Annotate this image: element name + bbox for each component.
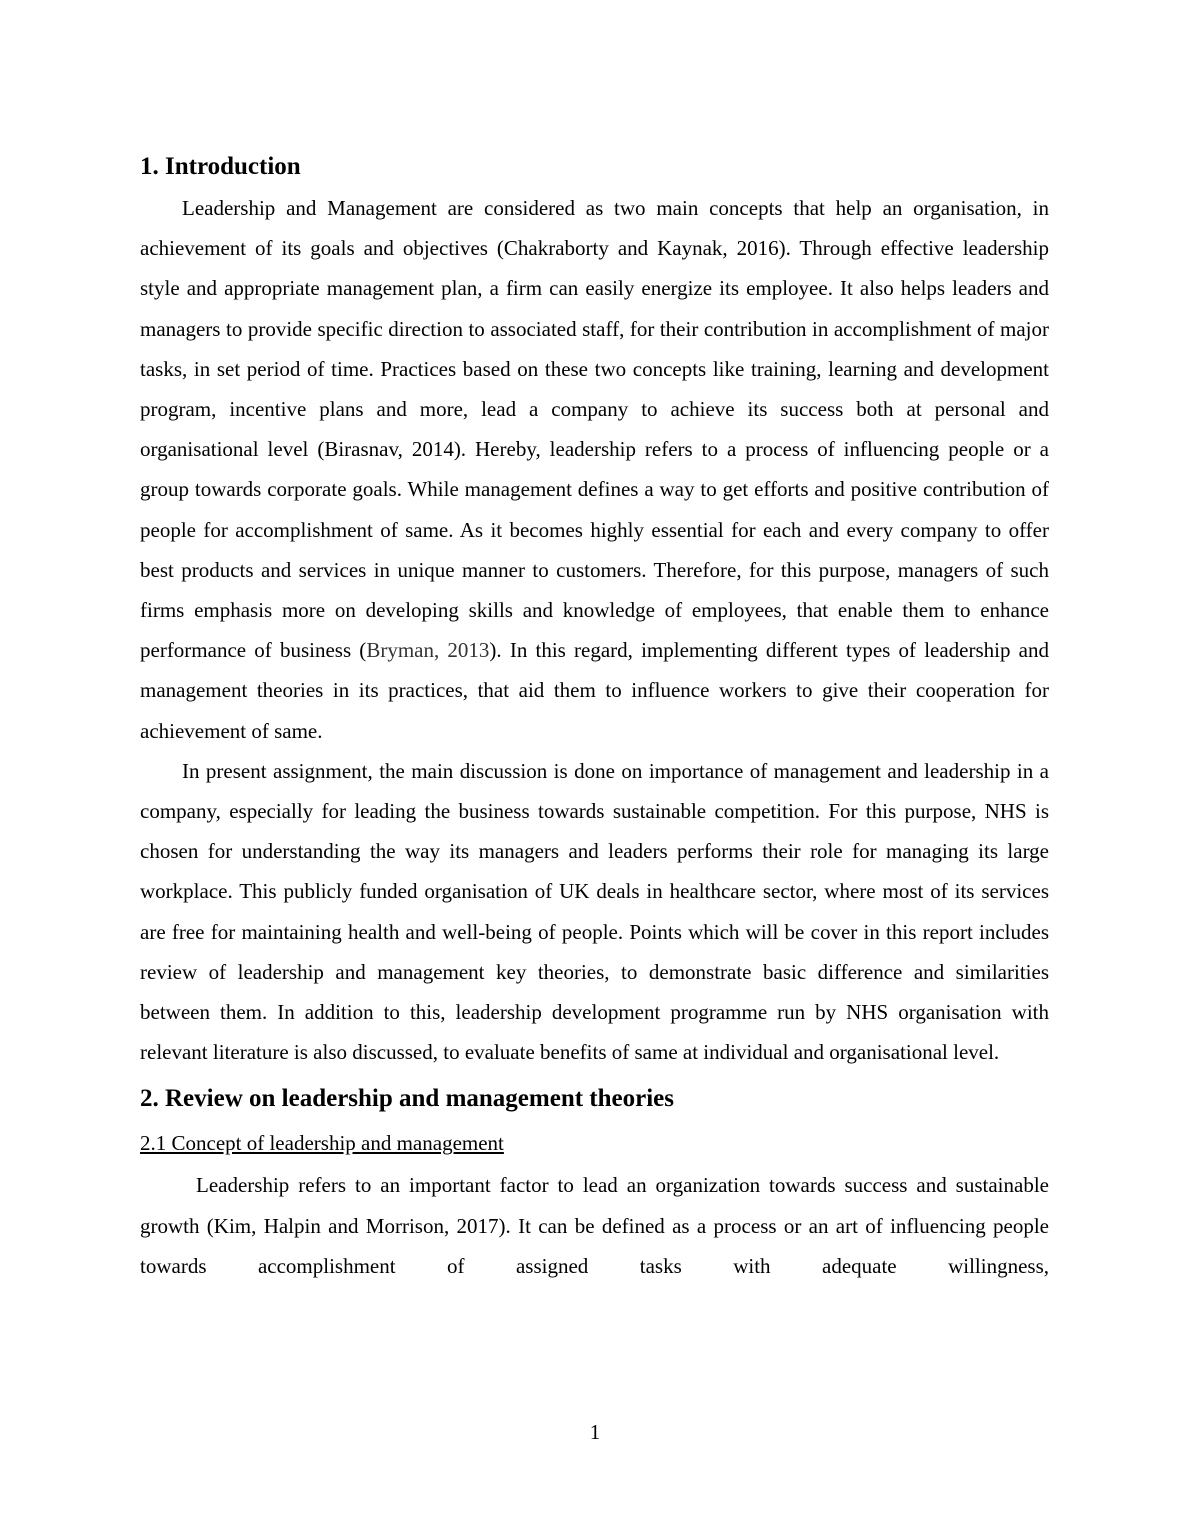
- citation-bryman: Bryman, 2013: [366, 638, 490, 663]
- introduction-paragraph-1: [140, 188, 1049, 751]
- section-heading-review: 2. Review on leadership and management theories: [140, 1085, 674, 1113]
- section-heading-introduction: 1. Introduction: [140, 153, 301, 180]
- concept-paragraph: Leadership refers to an important factor to lead an organization towards success and sustainable growth (Kim, Halpin and Morrison, 2017). It can be defined as a process or an art of influencing people towards accomplishment of assigned tasks with adequate willingness,: [140, 1173, 1049, 1278]
- document-page: [140, 148, 1049, 1286]
- subsection-heading-concept: 2.1 Concept of leadership and management: [140, 1131, 504, 1156]
- introduction-paragraph-1-text-b: ). In this regard, implementing different types of leadership and management theories in its practices, that aid them to influence workers to give their cooperation for achievement of same.: [140, 638, 1050, 743]
- introduction-paragraph-1-text-a: Leadership and Management are considered as two main concepts that help an organisation, in achievement of its goals and objectives (Chakraborty and Kaynak, 2016). Through effective leadership style and appropriate management plan, a firm can easily energize its employee. It also helps leaders and managers to provide specific direction to associated staff, for their contribution in accomplishment of major tasks, in set period of time. Practices based on these two concepts like training, learning and development program, incentive plans and more, lead a company to achieve its success both at personal and organisational level (Birasnav, 2014). Hereby, leadership refers to a process of influencing people or a group towards corporate goals. While management defines a way to get efforts and positive contribution of people for accomplishment of same. As it becomes highly essential for each and every company to offer best products and services in unique manner to customers. Therefore, for this purpose, managers of such firms emphasis more on developing skills and knowledge of employees, that enable them to enhance performance of business (: [140, 196, 1049, 663]
- page-number: 1: [589, 1420, 601, 1444]
- introduction-paragraph-2: In present assignment, the main discussion is done on importance of management and leadership in a company, especially for leading the business towards sustainable competition. For this purpose, NHS is chosen for understanding the way its managers and leaders performs their role for managing its large workplace. This publicly funded organisation of UK deals in healthcare sector, where most of its services are free for maintaining health and well-being of people. Points which will be cover in this report includes review of leadership and management key theories, to demonstrate basic difference and similarities between them. In addition to this, leadership development programme run by NHS organisation with relevant literature is also discussed, to evaluate benefits of same at individual and organisational level.: [140, 758, 1049, 1065]
